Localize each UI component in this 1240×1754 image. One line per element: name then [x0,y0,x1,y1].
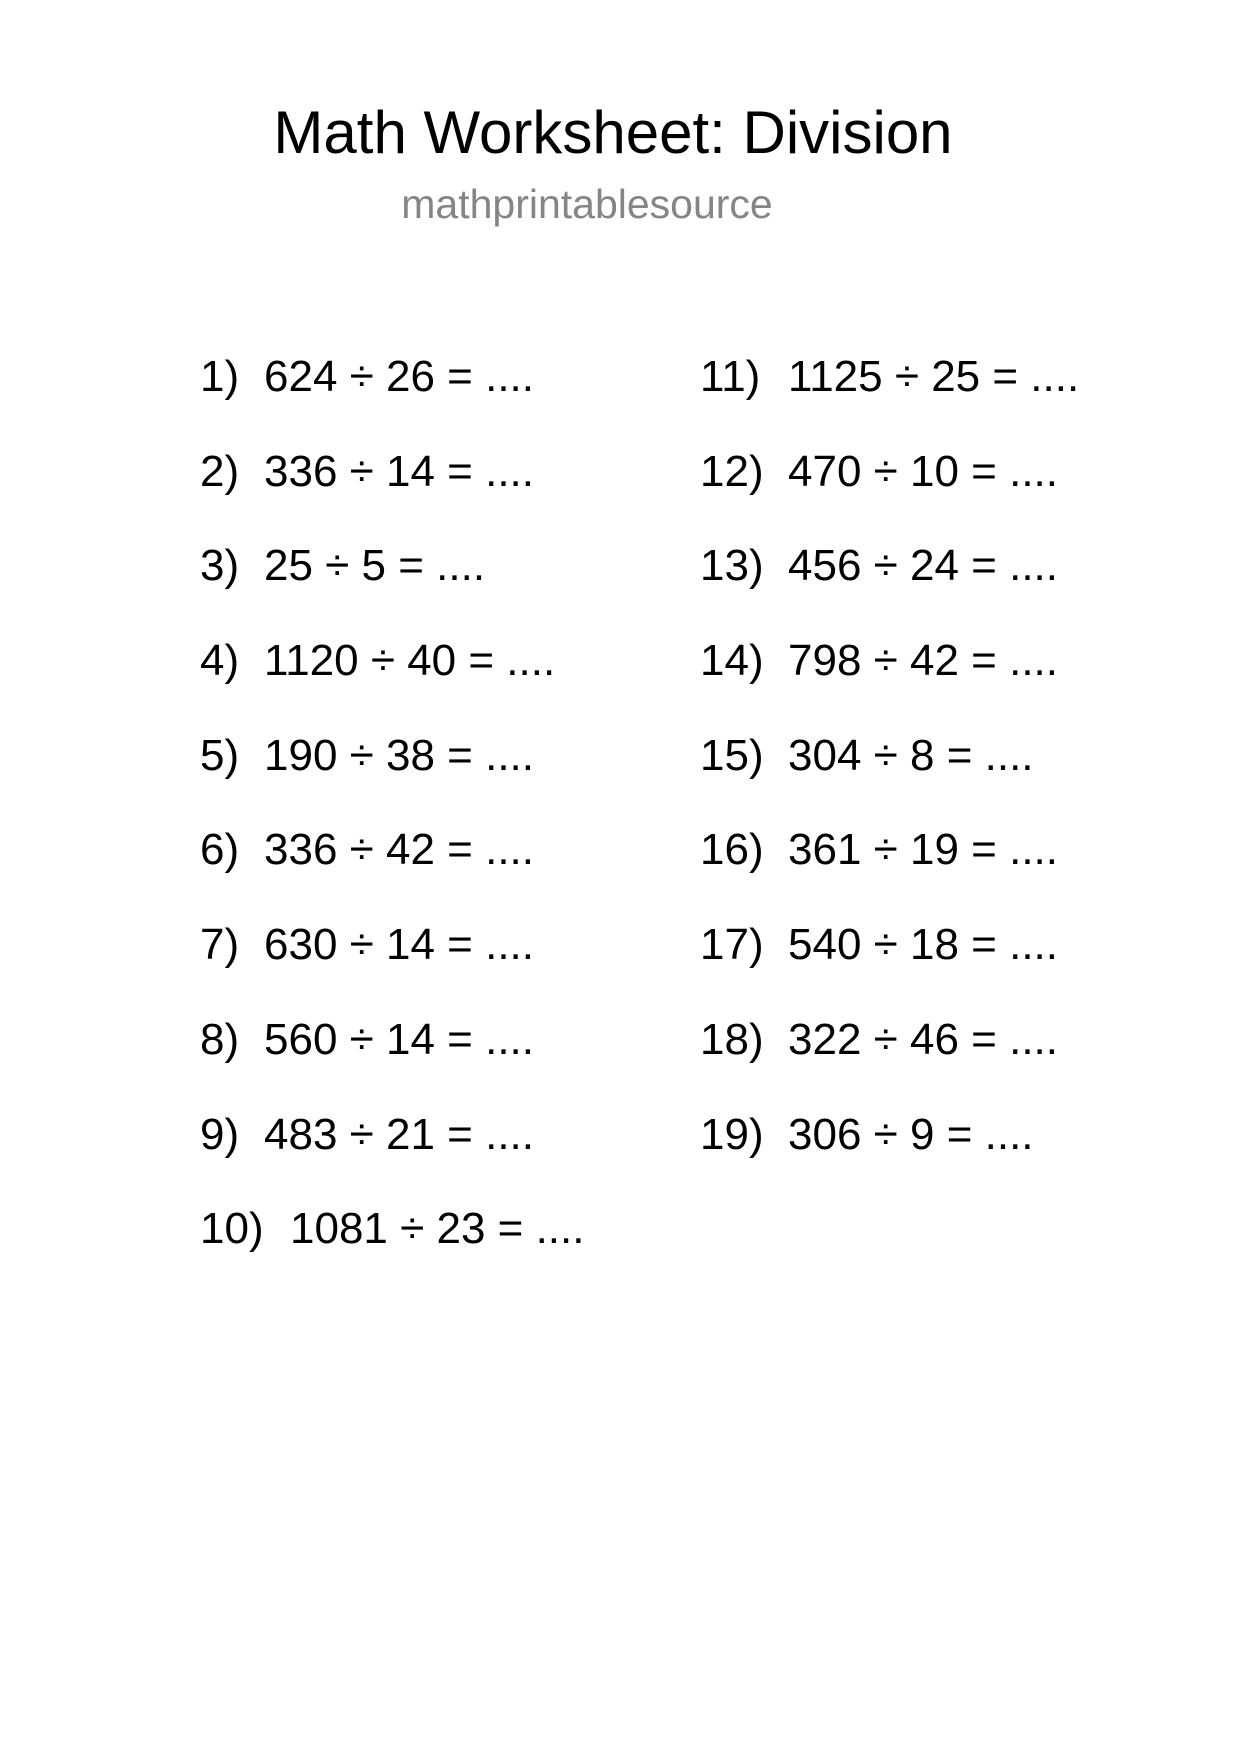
problem-item [200,444,584,539]
problem-expression: 336 ÷ 14 = .... [264,446,534,496]
problem-expression: 322 ÷ 46 = .... [788,1014,1058,1064]
problem-expression: 190 ÷ 38 = .... [264,730,534,780]
problem-number: 2) [200,446,240,496]
problem-item [200,1107,584,1202]
problem-expression: 456 ÷ 24 = .... [788,541,1058,591]
problem-number: 19) [700,1109,764,1159]
problem-number: 11) [700,352,761,401]
problem-number: 5) [200,730,240,780]
problem-number: 17) [700,920,764,970]
problem-item [700,1107,1079,1202]
problem-item [700,728,1079,823]
problem-number: 14) [700,636,764,686]
problem-item [200,917,584,1012]
problem-item [200,538,584,633]
problem-expression: 630 ÷ 14 = .... [264,920,534,970]
problem-item [700,349,1079,444]
problem-expression: 624 ÷ 26 = .... [264,352,534,401]
problem-number: 1) [200,352,240,401]
problem-number: 10) [200,1204,264,1254]
problem-expression: 540 ÷ 18 = .... [788,920,1058,970]
problem-item [700,633,1079,728]
problem-item [200,1012,584,1107]
problem-expression: 483 ÷ 21 = .... [264,1109,534,1159]
problem-item [200,1201,584,1296]
problem-expression: 798 ÷ 42 = .... [788,636,1058,686]
problem-expression: 336 ÷ 42 = .... [264,825,534,875]
worksheet-subtitle-text: mathprintablesource [401,181,773,227]
problem-expression: 1125 ÷ 25 = .... [788,352,1080,401]
problem-item [200,633,584,728]
problem-number: 3) [200,541,240,591]
problem-expression: 306 ÷ 9 = .... [788,1109,1034,1159]
problems-column-left [200,349,584,1296]
problem-item [200,349,584,444]
problems-column-right [700,349,1079,1201]
problem-item [700,444,1079,539]
problem-expression: 1120 ÷ 40 = .... [264,636,556,686]
problem-item [700,917,1079,1012]
problem-number: 18) [700,1014,764,1064]
problem-item [700,538,1079,633]
problem-number: 4) [200,636,240,686]
problem-number: 6) [200,825,240,875]
problem-item [200,728,584,823]
worksheet-subtitle [0,180,1240,228]
problem-item [700,822,1079,917]
problem-number: 16) [700,825,764,875]
problem-item [700,1012,1079,1107]
problem-expression: 560 ÷ 14 = .... [264,1014,534,1064]
problem-number: 7) [200,920,240,970]
problem-expression: 25 ÷ 5 = .... [264,541,486,591]
problem-number: 15) [700,730,764,780]
problem-number: 12) [700,446,764,496]
problem-number: 8) [200,1014,240,1064]
worksheet-title [0,98,1240,168]
problem-expression: 470 ÷ 10 = .... [788,446,1058,496]
problem-expression: 1081 ÷ 23 = .... [290,1204,585,1254]
worksheet-title-text: Math Worksheet: Division [273,99,953,166]
problem-number: 13) [700,541,764,591]
problem-item [200,822,584,917]
problem-expression: 304 ÷ 8 = .... [788,730,1034,780]
problem-expression: 361 ÷ 19 = .... [788,825,1058,875]
problem-number: 9) [200,1109,240,1159]
